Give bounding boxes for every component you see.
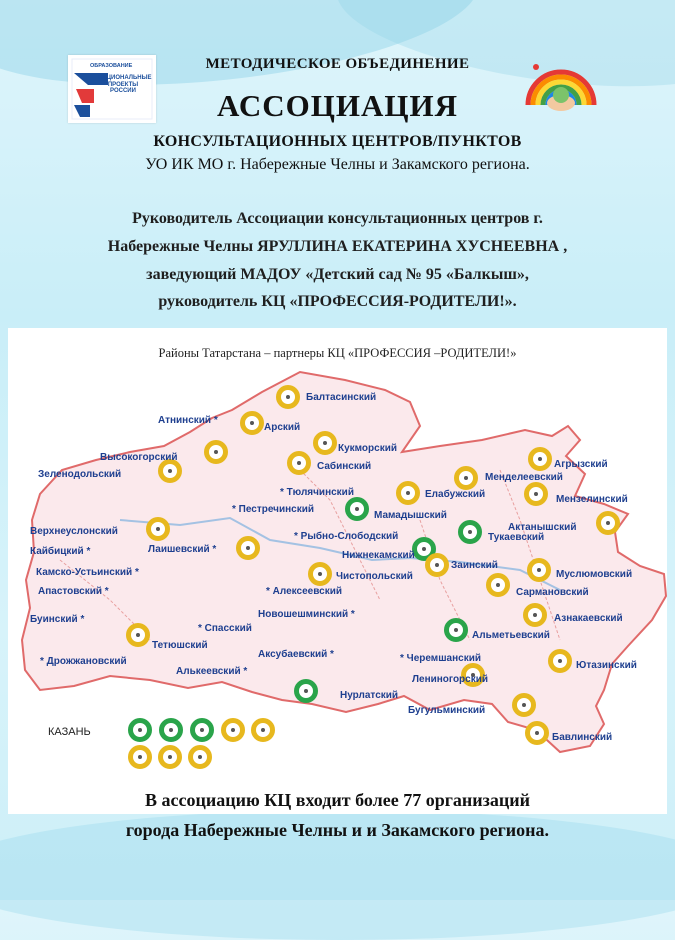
district-label: Альметьевский — [472, 630, 550, 641]
intro-line-1: Руководитель Ассоциации консультационных центров г. — [132, 210, 543, 227]
district-marker-center — [533, 613, 537, 617]
district-marker-center — [422, 547, 426, 551]
district-label: * Тюлячинский — [280, 487, 354, 498]
district-label: Чистопольский — [336, 571, 413, 582]
district-marker-center — [297, 461, 301, 465]
district-label: * Черемшанский — [400, 653, 481, 664]
district-label: Бавлинский — [552, 732, 613, 743]
kazan-marker-center — [231, 728, 235, 732]
logo-education-text: ОБРАЗОВАНИЕ — [90, 63, 133, 69]
district-marker-center — [406, 491, 410, 495]
district-label: Сабинский — [317, 461, 372, 472]
district-label: Тетюшский — [152, 640, 208, 651]
district-label: * Спасский — [198, 623, 252, 634]
district-label: Менделеевский — [485, 472, 563, 483]
intro-line-4: руководитель КЦ «ПРОФЕССИЯ-РОДИТЕЛИ!». — [158, 293, 517, 310]
district-label: Арский — [264, 422, 301, 433]
district-label: Атнинский * — [158, 415, 218, 426]
district-label: Балтасинский — [306, 392, 377, 403]
district-label: Камско-Устьинский * — [36, 567, 139, 578]
district-marker-center — [464, 476, 468, 480]
district-label: Кайбицкий * — [30, 546, 91, 557]
kazan-marker-center — [198, 755, 202, 759]
district-label: Высокогорский — [100, 452, 178, 463]
district-marker-center — [286, 395, 290, 399]
district-label: Елабужский — [425, 489, 486, 500]
district-marker-center — [136, 633, 140, 637]
kazan-marker-center — [168, 755, 172, 759]
district-label: * Пестречинский — [232, 504, 315, 515]
header-line-1: МЕТОДИЧЕСКОЕ ОБЪЕДИНЕНИЕ — [205, 56, 470, 72]
district-label: Лениногорский — [412, 674, 489, 685]
district-label: * Алексеевский — [266, 586, 342, 597]
district-marker-center — [250, 421, 254, 425]
district-marker-center — [606, 521, 610, 525]
district-label: Буинский * — [30, 614, 85, 625]
kazan-marker-center — [261, 728, 265, 732]
intro-line-2: Набережные Челны ЯРУЛЛИНА ЕКАТЕРИНА ХУСНЕЕВНА , — [107, 238, 568, 255]
district-marker-center — [323, 441, 327, 445]
district-label: Мензелинский — [556, 494, 628, 505]
district-marker-center — [246, 546, 250, 550]
district-marker-center — [214, 450, 218, 454]
district-marker-center — [534, 492, 538, 496]
district-label: Заинский — [451, 560, 498, 571]
district-label: Кукморский — [338, 443, 398, 454]
kazan-marker-center — [169, 728, 173, 732]
map-title: Районы Татарстана – партнеры КЦ «ПРОФЕССИЯ –РОДИТЕЛИ!» — [158, 346, 517, 360]
district-label: Ютазинский — [576, 660, 637, 671]
district-label: Мамадышский — [374, 510, 447, 521]
kazan-label: КАЗАНЬ — [48, 726, 91, 738]
district-label: Зеленодольский — [38, 469, 122, 480]
district-label: Нижнекамский — [342, 550, 415, 561]
district-label: * Дрожжановский — [40, 656, 127, 667]
district-label: Агрызский — [554, 459, 608, 470]
page-title: АССОЦИАЦИЯ — [217, 88, 458, 123]
footer-line-2: города Набережные Челны и и Закамского региона. — [125, 820, 550, 840]
district-marker-center — [454, 628, 458, 632]
district-label: Муслюмовский — [556, 569, 633, 580]
district-marker-center — [318, 572, 322, 576]
district-label: Аксубаевский * — [258, 649, 334, 660]
district-marker-center — [537, 568, 541, 572]
district-marker-center — [168, 469, 172, 473]
district-marker-center — [538, 457, 542, 461]
district-marker-center — [355, 507, 359, 511]
district-label: Тукаевский — [488, 532, 545, 543]
district-marker-center — [558, 659, 562, 663]
district-label: Нурлатский — [340, 690, 399, 701]
district-label: Бугульминский — [408, 705, 486, 716]
header-line-4: УО ИК МО г. Набережные Челны и Закамского региона. — [145, 156, 530, 173]
district-label: * Рыбно-Слободский — [294, 531, 399, 542]
district-label: Новошешминский * — [258, 609, 355, 620]
kazan-marker-center — [138, 728, 142, 732]
district-label: Алькеевский * — [176, 666, 248, 677]
kazan-marker-center — [138, 755, 142, 759]
header-line-3: КОНСУЛЬТАЦИОННЫХ ЦЕНТРОВ/ПУНКТОВ — [153, 133, 522, 150]
kazan-marker-center — [200, 728, 204, 732]
district-label: Сармановский — [516, 587, 589, 598]
district-marker-center — [522, 703, 526, 707]
district-marker-center — [156, 527, 160, 531]
footer-line-1: В ассоциацию КЦ входит более 77 организаций — [145, 790, 530, 810]
district-label: Лаишевский * — [148, 544, 217, 555]
district-marker-center — [496, 583, 500, 587]
district-label: Азнакаевский — [554, 613, 623, 624]
district-marker-center — [535, 731, 539, 735]
logo-national-projects-text: НАЦИОНАЛЬНЫЕ ПРОЕКТЫ РОССИИ — [98, 75, 152, 95]
district-marker-center — [304, 689, 308, 693]
district-marker-center — [468, 530, 472, 534]
district-marker-center — [435, 563, 439, 567]
district-label: Актанышский — [508, 522, 577, 533]
intro-line-3: заведующий МАДОУ «Детский сад № 95 «Балкыш», — [146, 266, 529, 283]
district-label: Апастовский * — [38, 586, 109, 597]
district-label: Верхнеуслонский — [30, 526, 118, 537]
